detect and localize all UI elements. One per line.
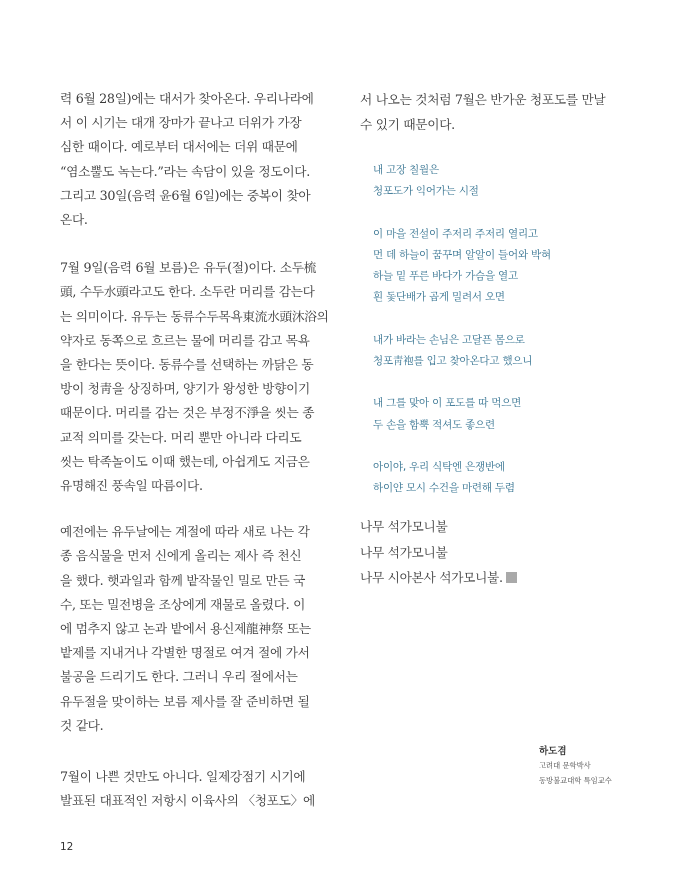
text-line: 약자로 동쪽으로 흐르는 물에 머리를 감고 목욕 [60,332,310,348]
chant-line: 나무 석가모니불 [360,519,448,534]
text-line: 7월이 나쁜 것만도 아니다. 일제강점기 시기에 [60,769,306,785]
text-line: 서 이 시기는 대개 장마가 끝나고 더위가 가장 [60,115,302,131]
author-position: 동방불교대학 특임교수 [539,775,612,785]
poem-stanza [373,330,643,373]
text-line: 수 있기 때문이다. [360,117,455,132]
poem-line: 내 고장 칠월은 [373,164,439,176]
paragraph-yudu [60,256,329,498]
text-line: 頭, 수두水頭라고도 한다. 소두란 머리를 감는다 [60,284,315,300]
text-line: 을 했다. 햇과일과 함께 밭작물인 밀로 만든 국 [60,572,306,588]
text-line: 수, 또는 밀전병을 조상에게 재물로 올렸다. 이 [60,596,306,612]
poem-line: 흰 돛단배가 곱게 밀려서 오면 [373,291,505,304]
poem-stanza [373,457,643,500]
text-line: 유명해진 풍속일 따름이다. [60,478,203,494]
poem-line: 하이얀 모시 수건을 마련해 두렴 [373,482,515,495]
poem-stanza [373,160,643,203]
text-line: 종 음식물을 먼저 신에게 올리는 제사 즉 천신 [60,548,302,564]
text-line: “염소뿔도 녹는다.”라는 속담이 있을 정도이다. [60,163,310,179]
text-line: 때문이다. 머리를 감는 것은 부정不淨을 씻는 종 [60,405,315,421]
poem-line: 먼 데 하늘이 꿈꾸며 알알이 들어와 박혀 [373,248,551,261]
chant-line-text: 나무 시아본사 석가모니불. [360,570,503,585]
text-line: 을 한다는 뜻이다. 동류수를 선택하는 까닭은 동 [60,357,314,373]
text-line: 것 같다. [60,717,104,733]
chant-line-final [360,565,650,591]
text-line: 에 멈추지 않고 논과 밭에서 용신제龍神祭 또는 [60,621,311,637]
namu-chant [360,514,650,591]
poem-line: 이 마을 전설이 주저리 주저리 열리고 [373,227,538,240]
poem-line: 내가 바라는 손님은 고달픈 몸으로 [373,333,525,346]
author-credential: 고려대 문학박사 [539,761,591,770]
text-line: 심한 때이다. 예로부터 대서에는 더위 때문에 [60,139,298,155]
poem-line: 하늘 밑 푸른 바다가 가슴을 열고 [373,270,518,283]
text-line: 씻는 탁족놀이도 이때 했는데, 아쉽게도 지금은 [60,453,310,469]
author-name: 하도겸 [539,746,567,757]
poem-line: 내 그를 맞아 이 포도를 따 먹으면 [373,397,522,410]
text-line: 서 나오는 것처럼 7월은 반가운 청포도를 만날 [360,92,606,107]
text-line: 방이 청靑을 상징하며, 양기가 왕성한 방향이기 [60,381,310,397]
text-line: 발표된 대표적인 저항시 이육사의 〈청포도〉에 [60,793,315,809]
right-column-intro [360,87,650,137]
text-line: 온다. [60,212,88,228]
text-line: 불공을 드리기도 한다. 그러니 우리 절에서는 [60,669,298,685]
poem-line: 청포靑袍를 입고 찾아온다고 했으니 [373,355,533,368]
poem-line: 아이야, 우리 식탁엔 은쟁반에 [373,460,505,473]
paragraph-cheonsin [60,520,318,738]
end-mark-icon [506,572,517,583]
paragraph-daeseo [60,87,318,232]
poem-stanza [373,224,643,309]
left-column [60,87,329,813]
text-line: 7월 9일(음력 6월 보름)은 유두(절)이다. 소두梳 [60,260,317,276]
chant-line: 나무 석가모니불 [360,544,448,560]
page-number: 12 [60,841,74,853]
paragraph-cheongpodo-intro [60,765,318,813]
text-line: 밭제를 지내거나 각별한 명절로 여겨 절에 가서 [60,645,310,661]
poem-stanza [373,393,643,436]
text-line: 력 6월 28일)에는 대서가 찾아온다. 우리나라에 [60,91,314,106]
poem-line: 청포도가 익어가는 시절 [373,185,479,198]
author-block [539,745,659,788]
text-line: 그리고 30일(음력 윤6월 6일)에는 중복이 찾아 [60,187,311,203]
text-line: 예전에는 유두날에는 계절에 따라 새로 나는 각 [60,524,310,540]
text-line: 유두절을 맞이하는 보름 제사를 잘 준비하면 될 [60,693,310,709]
text-line: 교적 의미를 갖는다. 머리 뿐만 아니라 다리도 [60,429,302,445]
poem-cheongpodo [373,160,643,500]
poem-line: 두 손을 함뿍 적셔도 좋으련 [373,418,495,431]
text-line: 는 의미이다. 유두는 동류수두목욕東流水頭沐浴의 [60,308,329,324]
